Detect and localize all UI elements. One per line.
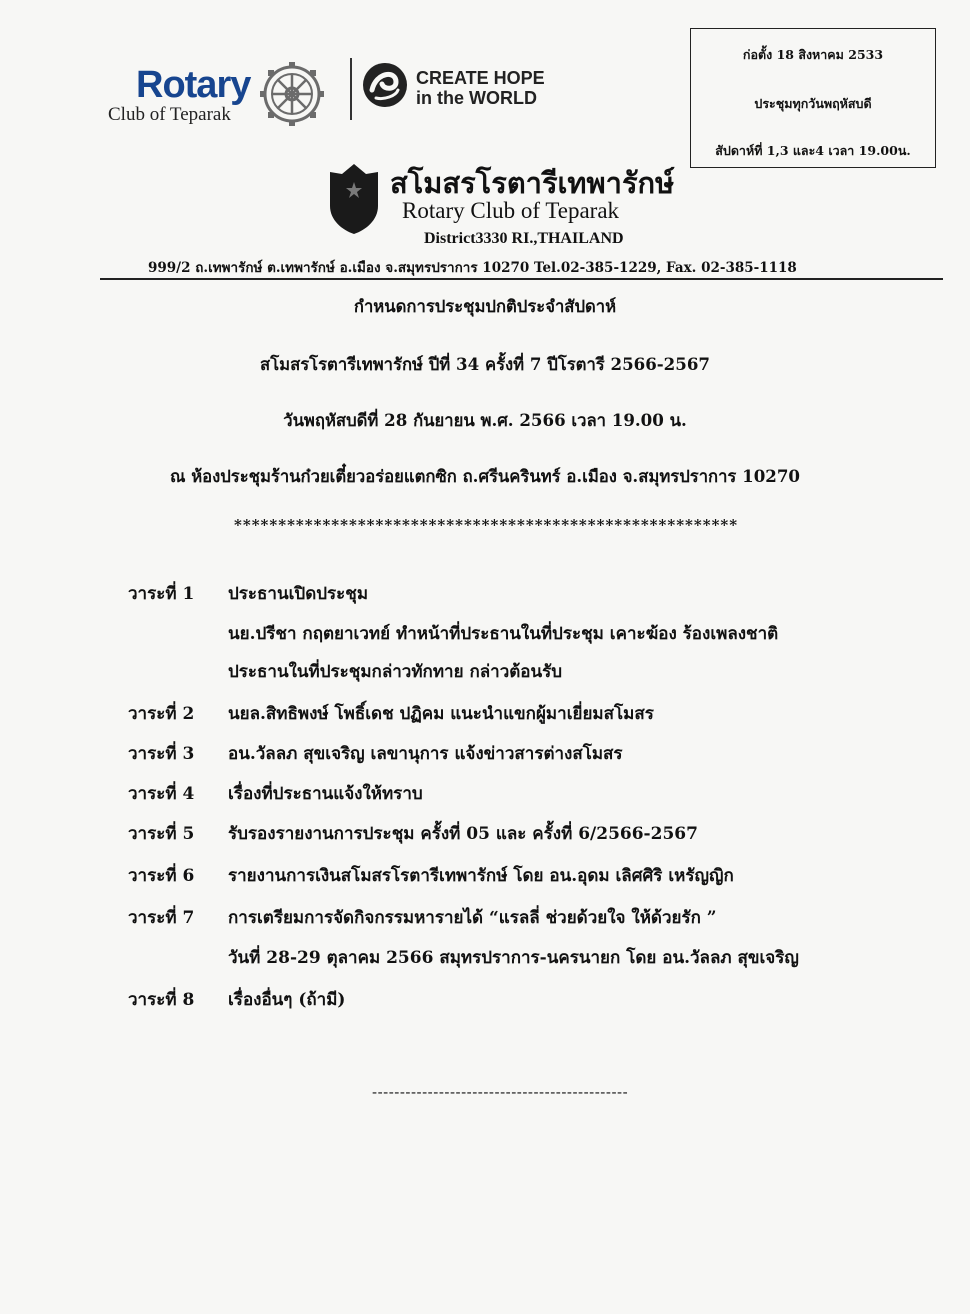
- rotary-logo: [108, 60, 358, 130]
- agenda-text: เรื่องอื่นๆ (ถ้ามี): [228, 990, 346, 1010]
- meeting-info-box: [690, 28, 936, 168]
- create-hope-swirl-icon: [362, 62, 408, 108]
- agenda-text: นยล.สิทธิพงษ์ โพธิ์เดช ปฏิคม แนะนำแขกผู้มาเยี่ยมสโมสร: [228, 704, 654, 724]
- create-hope-slogan: [416, 68, 545, 108]
- agenda-text: ประธานเปิดประชุม: [228, 584, 369, 604]
- slogan-line-2: in the WORLD: [416, 88, 537, 108]
- rotary-wordmark: Rotary: [136, 64, 251, 106]
- agenda-text: ประธานในที่ประชุมกล่าวทักทาย กล่าวต้อนรับ: [228, 662, 563, 682]
- closing-dashes: ----------------------------------------------: [372, 1083, 629, 1101]
- agenda-text: รับรองรายงานการประชุม ครั้งที่ 05 และ ครั้งที่ 6/2566-2567: [228, 824, 698, 844]
- meeting-venue: ณ ห้องประชุมร้านก๋วยเตี๋ยวอร่อยแตกซิก ถ.ศรีนครินทร์ อ.เมือง จ.สมุทรปราการ 10270: [169, 466, 800, 486]
- meeting-date: วันพฤหัสบดีที่ 28 กันยายน พ.ศ. 2566 เวลา 19.00 น.: [283, 410, 687, 430]
- meeting-session: สโมสรโรตารีเทพารักษ์ ปีที่ 34 ครั้งที่ 7 ปีโรตารี 2566-2567: [260, 354, 710, 374]
- agenda-label: วาระที่ 6: [128, 866, 195, 886]
- agenda-text: เรื่องที่ประธานแจ้งให้ทราบ: [228, 784, 423, 804]
- agenda-text: วันที่ 28-29 ตุลาคม 2566 สมุทรปราการ-นครนายก โดย อน.วัลลภ สุขเจริญ: [228, 948, 799, 968]
- agenda-label: วาระที่ 4: [128, 784, 195, 804]
- agenda-label: วาระที่ 2: [128, 704, 195, 724]
- agenda-label: วาระที่ 5: [128, 824, 195, 844]
- logo-divider: [350, 58, 352, 120]
- rotary-wheel-icon: [258, 60, 326, 128]
- district-label: District3330 RI.,THAILAND: [424, 230, 624, 247]
- header-rule: [100, 278, 943, 280]
- agenda-text: นย.ปรีชา กฤตยาเวทย์ ทำหน้าที่ประธานในที่ประชุม เคาะฆ้อง ร้องเพลงชาติ: [228, 624, 779, 644]
- founded-date: ก่อตั้ง 18 สิงหาคม 2533: [742, 47, 884, 62]
- club-crest-icon: [326, 162, 382, 236]
- agenda-label: วาระที่ 1: [128, 584, 195, 604]
- agenda-text: การเตรียมการจัดกิจกรรมหารายได้ “แรลลี่ ช่วยด้วยใจ ให้ด้วยรัก ”: [228, 908, 717, 928]
- agenda-label: วาระที่ 8: [128, 990, 195, 1010]
- agenda-label: วาระที่ 3: [128, 744, 195, 764]
- club-address: 999/2 ถ.เทพารักษ์ ต.เทพารักษ์ อ.เมือง จ.สมุทรปราการ 10270 Tel.02-385-1229, Fax. 02-385-1118: [148, 260, 797, 276]
- meeting-day: ประชุมทุกวันพฤหัสบดี: [754, 96, 872, 111]
- club-name-english: Rotary Club of Teparak: [402, 198, 620, 223]
- agenda-text: รายงานการเงินสโมสรโรตารีเทพารักษ์ โดย อน.อุดม เลิศศิริ เหรัญญิก: [228, 866, 734, 886]
- slogan-line-1: CREATE HOPE: [416, 68, 545, 88]
- meeting-title: กำหนดการประชุมปกติประจำสัปดาห์: [353, 296, 617, 316]
- meeting-schedule: สัปดาห์ที่ 1,3 และ4 เวลา 19.00น.: [715, 143, 911, 158]
- club-name-thai: สโมสรโรตารีเทพารักษ์: [390, 166, 675, 200]
- separator-stars: *********************************************************: [234, 516, 739, 534]
- agenda-label: วาระที่ 7: [128, 908, 195, 928]
- agenda-text: อน.วัลลภ สุขเจริญ เลขานุการ แจ้งข่าวสารต่างสโมสร: [228, 744, 623, 764]
- rotary-club-caption: Club of Teparak: [108, 104, 231, 125]
